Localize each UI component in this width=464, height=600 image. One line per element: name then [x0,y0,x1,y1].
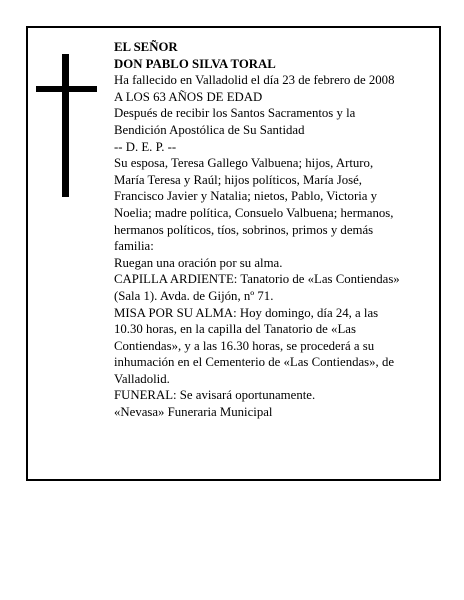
family-line: Noelia; madre política, Consuelo Valbuena; hermanos, [114,205,394,220]
chapel-line: CAPILLA ARDIENTE: Tanatorio de «Las Contiendas» [114,272,400,287]
mass-line: 10.30 horas, en la capilla del Tanatorio de «Las [114,322,356,337]
funeral-home: «Nevasa» Funeraria Municipal [114,405,273,420]
family-line: hermanos políticos, tíos, sobrinos, primos y demás [114,222,374,237]
cross-horizontal-bar [36,86,97,92]
family-line: Su esposa, Teresa Gallego Valbuena; hijos, Arturo, [114,156,374,171]
prayer-request: Ruegan una oración por su alma. [114,255,283,270]
deceased-name: DON PABLO SILVA TORAL [114,56,276,71]
funeral-line: FUNERAL: Se avisará oportunamente. [114,388,316,403]
family-line: Francisco Javier y Natalia; nietos, Pablo, Victoria y [114,189,378,204]
death-line: Ha fallecido en Valladolid el día 23 de febrero de 2008 [114,73,395,88]
dep-line: -- D. E. P. -- [114,139,177,154]
obituary-text [114,39,434,421]
mass-line: Contiendas», y a las 16.30 horas, se procederá a su [114,338,375,353]
title-line: EL SEÑOR [114,40,178,54]
mass-line: MISA POR SU ALMA: Hoy domingo, día 24, a las [114,305,379,320]
cross-vertical-bar [62,54,69,197]
age-line: A LOS 63 AÑOS DE EDAD [114,89,263,104]
mass-line: inhumación en el Cementerio de «Las Contiendas», de [114,355,395,370]
sacraments-line-2: Bendición Apostólica de Su Santidad [114,122,305,137]
mass-line: Valladolid. [114,371,170,386]
chapel-line: (Sala 1). Avda. de Gijón, nº 71. [114,288,274,303]
family-line: María Teresa y Raúl; hijos políticos, María José, [114,172,363,187]
sacraments-line-1: Después de recibir los Santos Sacramentos y la [114,106,356,121]
family-line: familia: [114,239,154,254]
